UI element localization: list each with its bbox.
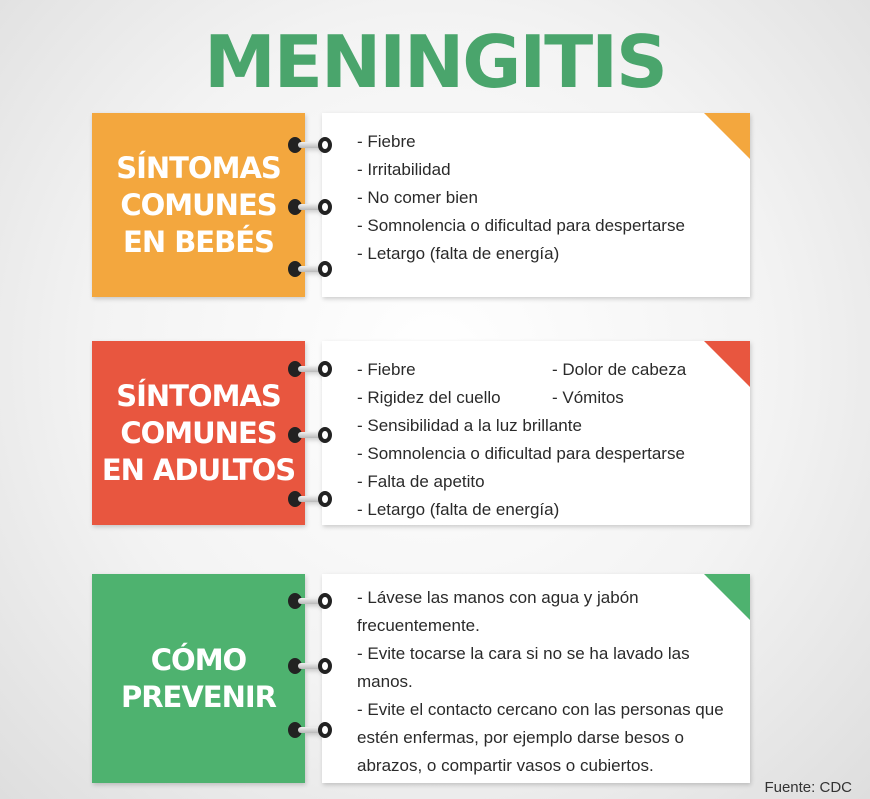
binder-ring-icon [288,720,336,740]
symptom-list-adults [357,356,686,524]
corner-fold [704,341,750,387]
list-item: - Vómitos [552,388,624,407]
list-item: - Lávese las manos con agua y jabón frecuentemente. [357,588,639,635]
source-credit: Fuente: CDC [764,779,852,796]
binder-ring-icon [288,197,336,217]
binder-ring-icon [288,489,336,509]
prevention-list [357,584,737,780]
binder-ring-icon [288,591,336,611]
section-label-prevention: CÓMO PREVENIR [120,642,277,714]
binder-ring-icon [288,135,336,155]
list-item: - Irritabilidad [357,160,451,179]
list-item: - Letargo (falta de energía) [357,500,560,519]
label-box-prevention [92,574,305,783]
list-item: - Fiebre [357,360,416,379]
binder-ring-icon [288,259,336,279]
label-box-babies [92,113,305,297]
list-item: - No comer bien [357,188,478,207]
list-item: - Somnolencia o dificultad para despertarse [357,444,685,463]
card-adults [92,341,750,525]
list-item: - Somnolencia o dificultad para despertarse [357,216,685,235]
symptom-list-babies [357,128,685,268]
list-item: - Sensibilidad a la luz brillante [357,416,582,435]
section-label-adults: SÍNTOMAS COMUNES EN ADULTOS [101,378,296,487]
list-item: - Dolor de cabeza [552,360,687,379]
list-item: - Falta de apetito [357,472,485,491]
binder-ring-icon [288,359,336,379]
binder-ring-icon [288,656,336,676]
list-item: - Letargo (falta de energía) [357,244,560,263]
list-item: - Evite el contacto cercano con las personas que estén enfermas, por ejemplo darse besos o abrazos, o compartir vasos o cubiertos. [357,700,724,775]
binder-ring-icon [288,425,336,445]
list-item: - Fiebre [357,132,416,151]
list-item: - Evite tocarse la cara si no se ha lavado las manos. [357,644,690,691]
list-item: - Rigidez del cuello [357,388,501,407]
card-babies [92,113,750,297]
section-label-babies: SÍNTOMAS COMUNES EN BEBÉS [116,150,281,259]
page-title: MENINGITIS [204,20,666,104]
corner-fold [704,113,750,159]
card-prevention [92,574,750,783]
label-box-adults [92,341,305,525]
